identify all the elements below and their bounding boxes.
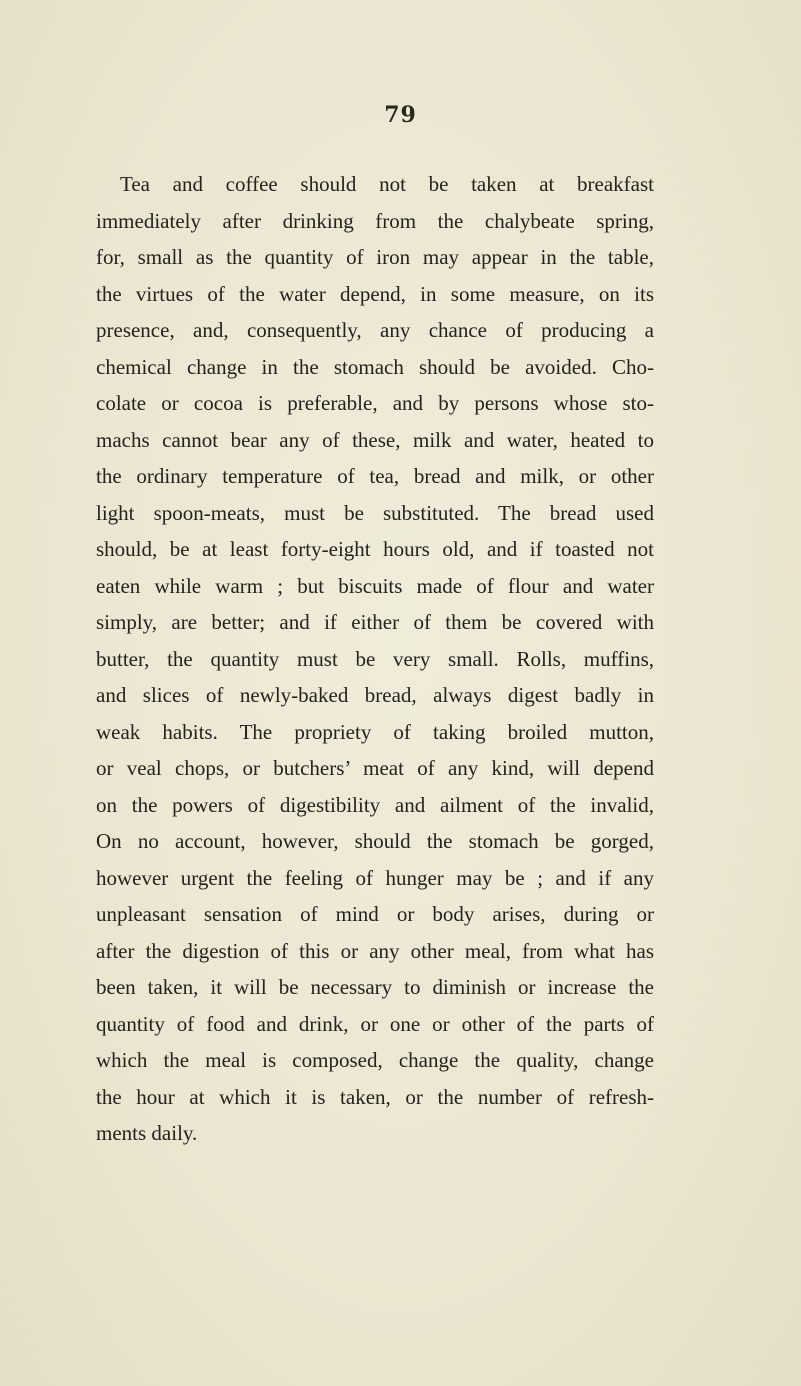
text-line: On no account, however, should the stomach be gorged, [96,829,654,853]
text-line: immediately after drinking from the chalybeate spring, [96,208,654,233]
text-line: weak habits. The propriety of taking broiled mutton, [96,719,654,744]
text-line: unpleasant sensation of mind or body arises, during or [96,902,654,926]
text-line: or veal chops, or butchers’ meat of any kind, will depend [96,756,654,780]
body-paragraph [96,166,654,1152]
text-line: the ordinary temperature of tea, bread and milk, or other [96,464,654,488]
text-line: quantity of food and drink, or one or other of the parts of [96,1011,654,1036]
text-line: eaten while warm ; but biscuits made of flour and water [96,573,654,598]
text-line: colate or cocoa is preferable, and by persons whose sto- [96,391,654,415]
text-line: and slices of newly-baked bread, always digest badly in [96,683,654,707]
text-line: the hour at which it is taken, or the number of refresh- [96,1084,654,1109]
text-line: machs cannot bear any of these, milk and water, heated to [96,427,654,452]
text-line: the virtues of the water depend, in some measure, on its [96,281,654,306]
text-line: on the powers of digestibility and ailment of the invalid, [96,792,654,817]
text-line: however urgent the feeling of hunger may be ; and if any [96,865,654,890]
text-line: chemical change in the stomach should be avoided. Cho- [96,354,654,379]
text-line: which the meal is composed, change the quality, change [96,1048,654,1072]
text-line: been taken, it will be necessary to diminish or increase the [96,975,654,999]
text-line: ments daily. [96,1121,198,1145]
text-line: should, be at least forty-eight hours old, and if toasted not [96,537,654,561]
page-number: 79 [384,102,417,128]
text-line: butter, the quantity must be very small. Rolls, muffins, [96,646,654,671]
text-line: presence, and, consequently, any chance of producing a [96,318,654,342]
text-line: after the digestion of this or any other meal, from what has [96,938,654,963]
text-line: simply, are better; and if either of them be covered with [96,610,654,634]
text-line: Tea and coffee should not be taken at breakfast [120,172,654,196]
text-line: for, small as the quantity of iron may appear in the table, [96,245,654,269]
text-line: light spoon-meats, must be substituted. The bread used [96,500,654,525]
